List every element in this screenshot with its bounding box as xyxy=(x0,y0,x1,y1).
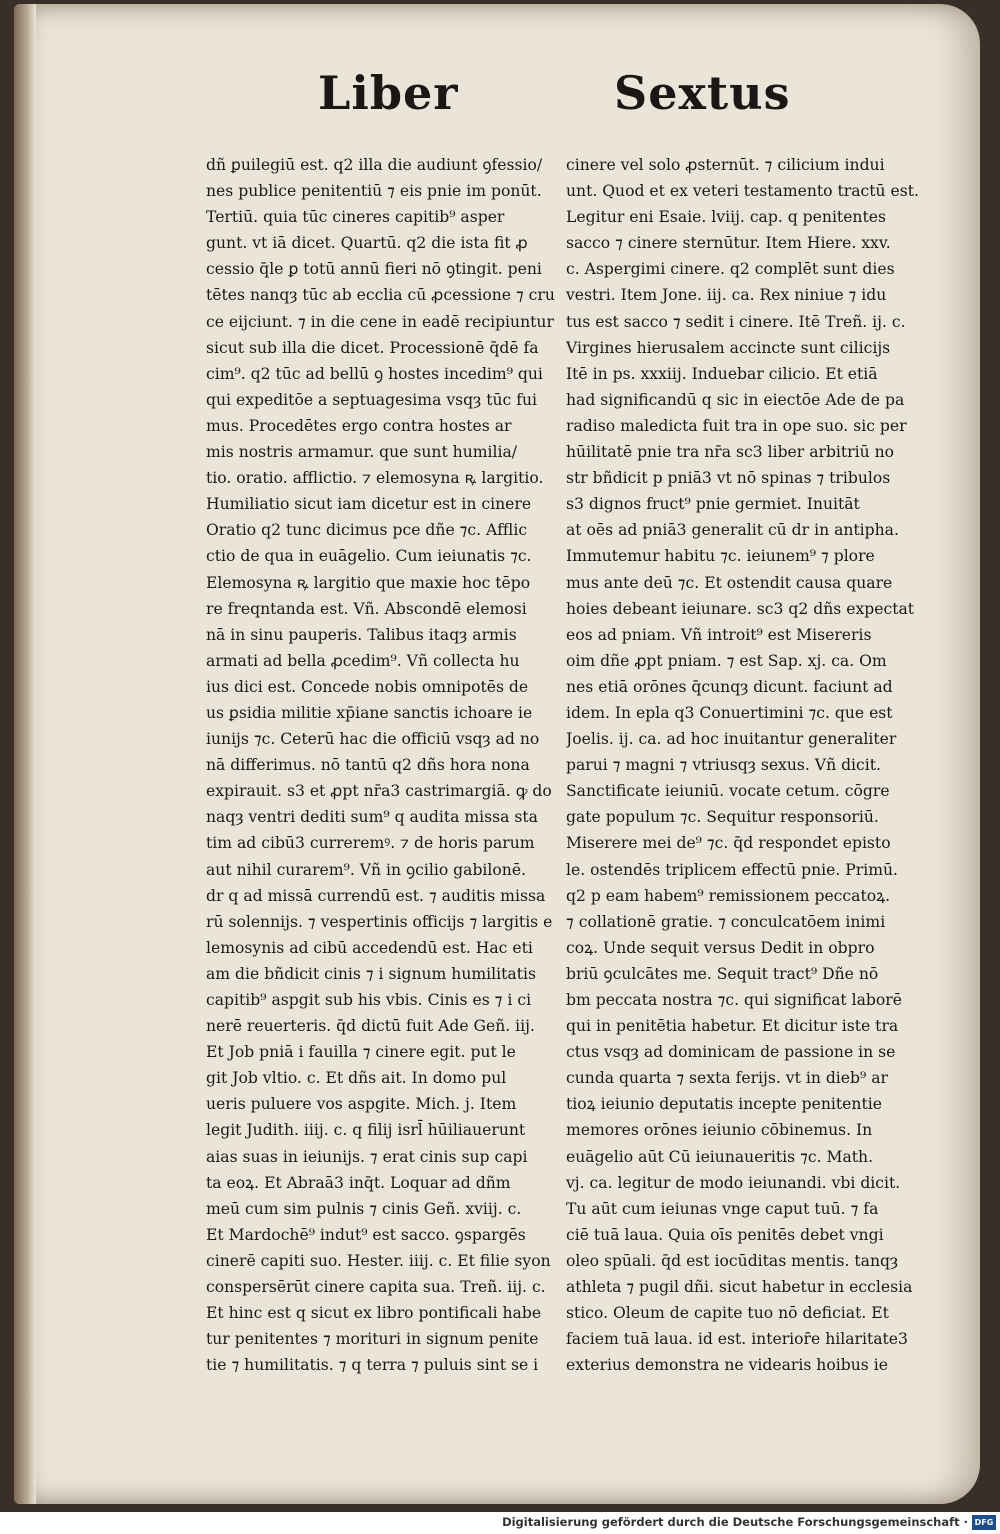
text-line: mus. Procedētes ergo contra hostes ar xyxy=(206,416,512,435)
text-line: nā differimus. nō tantū q2 dñs hora nona xyxy=(206,756,530,775)
text-line: ce eijciunt. ⁊ in die cene in eadē recipiuntur xyxy=(206,312,554,331)
text-line: Et Mardochē⁹ indut⁹ est sacco. ꝯspargēs xyxy=(206,1225,526,1244)
text-line: lemosynis ad cibū accedendū est. Hac eti xyxy=(206,938,533,957)
text-line: cim⁹. q2 tūc ad bellū ꝯ hostes incedim⁹ qui xyxy=(206,364,543,383)
text-line: vj. ca. legitur de modo ieiunandi. vbi dicit. xyxy=(566,1173,901,1192)
text-line: conspersērūt cinere capita sua. Treñ. iij. c. xyxy=(206,1278,546,1297)
digitization-footer xyxy=(0,1512,1000,1534)
text-line: re freqntanda est. Vñ. Abscondē elemosi xyxy=(206,599,527,618)
text-line: unt. Quod et ex veteri testamento tractū est. xyxy=(566,182,919,201)
text-line: qui in penitētia habetur. Et dicitur iste tra xyxy=(566,1017,899,1036)
text-line: Tertiū. quia tūc cineres capitib⁹ asper xyxy=(206,208,505,227)
text-line: ciē tuā laua. Quia oīs penitēs debet vngi xyxy=(566,1225,884,1244)
text-line: expirauit. s3 et ꝓpt nr̄a3 castrimargiā. ꝙ do xyxy=(206,782,552,801)
text-line: euāgelio aūt Cū ieiunaueritis ⁊c. Math. xyxy=(566,1147,874,1166)
text-line: s3 dignos fruct⁹ pnie germiet. Inuitāt xyxy=(566,495,860,514)
text-line: ueris puluere vos aspgite. Mich. j. Item xyxy=(206,1095,517,1114)
text-line: memores orōnes ieiunio cōbinemus. In xyxy=(566,1121,873,1140)
text-line: stico. Oleum de capite tuo nō deficiat. Et xyxy=(566,1304,889,1323)
text-line: tio. oratio. afflictio. ⁊ elemosyna ꝶ largitio. xyxy=(206,469,544,488)
text-line: gunt. vt iā dicet. Quartū. q2 die ista fit ꝓ xyxy=(206,234,528,253)
text-line: gate populum ⁊c. Sequitur responsoriū. xyxy=(566,808,879,827)
text-line: naqȝ ventri dediti sum⁹ q audita missa sta xyxy=(206,808,538,827)
text-column-left xyxy=(206,152,558,1378)
text-line: briū ꝯculcātes me. Sequit tract⁹ Dñe nō xyxy=(566,964,879,983)
text-line: bm peccata nostra ⁊c. qui significat laborē xyxy=(566,991,902,1009)
text-line: qui expeditōe a septuagesima vsqȝ tūc fui xyxy=(206,390,538,409)
text-line: iunijs ⁊c. Ceterū hac die officiū vsqȝ ad no xyxy=(206,730,540,749)
text-line: Tu aūt cum ieiunas vnge caput tuū. ⁊ fa xyxy=(566,1199,879,1218)
text-line: aut nihil curarem⁹. Vñ in ꝯcilio gabilonē. xyxy=(206,860,527,879)
text-line: cunda quarta ⁊ sexta ferijs. vt in dieb⁹ ar xyxy=(566,1069,888,1088)
text-line: rū solennijs. ⁊ vespertinis officijs ⁊ largitis e xyxy=(206,912,553,931)
text-line: ta eoꝝ. Et Abraā3 inq̄t. Loquar ad dñm xyxy=(206,1173,511,1192)
text-line: nerē reuerteris. q̄d dictū fuit Ade Geñ. iij. xyxy=(206,1017,535,1036)
text-line: parui ⁊ magni ⁊ vtriusqȝ sexus. Vñ dicit. xyxy=(566,756,881,775)
text-line: ctus vsqȝ ad dominicam de passione in se xyxy=(566,1043,896,1062)
text-line: str bñdicit p pniā3 vt nō spinas ⁊ tribulos xyxy=(566,469,891,488)
text-line: le. ostendēs triplicem effectū pnie. Primū. xyxy=(566,860,899,879)
text-line: Sanctificate ieiuniū. vocate cetum. cōgre xyxy=(566,782,890,801)
text-line: cessio q̄le ꝑ totū annū fieri nō ꝯtingit. peni xyxy=(206,260,542,279)
text-line: Oratio q2 tunc dicimus pce dñe ⁊c. Afflic xyxy=(206,521,528,540)
text-line: mis nostris armamur. que sunt humilia/ xyxy=(206,443,518,462)
text-line: ctio de qua in euāgelio. Cum ieiunatis ⁊c. xyxy=(206,547,532,566)
text-line: Immutemur habitu ⁊c. ieiunem⁹ ⁊ plore xyxy=(566,547,875,566)
running-head-left: Liber xyxy=(318,66,459,120)
text-line: Legitur eni Esaie. lviij. cap. q penitentes xyxy=(566,208,886,227)
text-line: nā in sinu pauperis. Talibus itaqȝ armis xyxy=(206,625,517,644)
text-line: tētes nanqȝ tūc ab ecclia cū ꝓcessione ⁊ cru xyxy=(206,286,555,305)
text-line: eos ad pniam. Vñ introit⁹ est Misereris xyxy=(566,625,872,644)
text-line: nes etiā orōnes q̄cunqȝ dicunt. faciunt ad xyxy=(566,677,893,696)
text-line: legit Judith. iiij. c. q filij isrl̄ hūiliauerunt xyxy=(206,1121,526,1140)
text-line: hūilitatē pnie tra nr̄a sc3 liber arbitriū no xyxy=(566,443,895,462)
text-line: athleta ⁊ pugil dñi. sicut habetur in ecclesia xyxy=(566,1278,913,1297)
text-line: capitib⁹ aspgit sub his vbis. Cinis es ⁊ i ci xyxy=(206,991,532,1009)
text-line: tim ad cibū3 curreremꝰ. ⁊ de horis parum xyxy=(206,834,535,853)
text-line: sacco ⁊ cinere sternūtur. Item Hiere. xxv. xyxy=(566,234,891,253)
text-line: oim dñe ꝓpt pniam. ⁊ est Sap. xj. ca. Om xyxy=(566,651,887,670)
text-line: Miserere mei de⁹ ⁊c. q̄d respondet episto xyxy=(566,834,891,853)
text-line: nes publice penitentiū ⁊ eis pnie im ponūt. xyxy=(206,182,542,201)
text-line: tus est sacco ⁊ sedit i cinere. Itē Treñ. ij. c. xyxy=(566,312,906,331)
text-line: Virgines hierusalem accincte sunt cilicijs xyxy=(566,338,891,357)
text-line: tie ⁊ humilitatis. ⁊ q terra ⁊ puluis sint se i xyxy=(206,1356,539,1375)
text-line: mus ante deū ⁊c. Et ostendit causa quare xyxy=(566,573,893,592)
text-line: coꝝ. Unde sequit versus Dedit in obpro xyxy=(566,938,875,957)
text-line: hoies debeant ieiunare. sc3 q2 dñs expectat xyxy=(566,599,915,618)
text-line: q2 p eam habem⁹ remissionem peccatoꝝ. xyxy=(566,886,891,905)
text-line: cinere vel solo ꝓsternūt. ⁊ cilicium indui xyxy=(566,156,885,174)
text-line: oleo spūali. q̄d est iocūditas mentis. tanqȝ xyxy=(566,1251,899,1270)
text-line: Humiliatio sicut iam dicetur est in cinere xyxy=(206,495,532,514)
text-line: radiso maledicta fuit tra in ope suo. sic per xyxy=(566,416,907,435)
text-line: dñ ꝑuilegiū est. q2 illa die audiunt ꝯfessio/ xyxy=(206,156,543,174)
text-line: Joelis. ij. ca. ad hoc inuitantur generaliter xyxy=(566,730,897,749)
text-line: c. Aspergimi cinere. q2 complēt sunt dies xyxy=(566,260,895,279)
text-line: Elemosyna ꝶ largitio que maxie hoc tēpo xyxy=(206,573,531,592)
text-line: faciem tuā laua. id est. interior̄e hilaritate3 xyxy=(566,1330,908,1349)
text-line: idem. In epla q3 Conuertimini ⁊c. que est xyxy=(566,703,893,722)
text-line: us ꝑsidia militie xp̄iane sanctis ichoare ie xyxy=(206,703,533,722)
text-line: Et Job pniā i fauilla ⁊ cinere egit. put le xyxy=(206,1043,516,1062)
text-line: cinerē capiti suo. Hester. iiij. c. Et filie syon xyxy=(206,1251,551,1270)
text-line: tur penitentes ⁊ morituri in signum penite xyxy=(206,1330,539,1349)
text-line: had significandū q sic in eiectōe Ade de pa xyxy=(566,390,905,409)
text-line: dr q ad missā currendū est. ⁊ auditis missa xyxy=(206,886,546,905)
text-line: tioꝝ ieiunio deputatis incepte penitentie xyxy=(566,1095,882,1114)
text-line: armati ad bella ꝓcedim⁹. Vñ collecta hu xyxy=(206,651,520,670)
text-line: Et hinc est q sicut ex libro pontificali habe xyxy=(206,1304,542,1323)
text-line: vestri. Item Jone. iij. ca. Rex niniue ⁊ idu xyxy=(566,286,887,305)
text-line: aias suas in ieiunijs. ⁊ erat cinis sup capi xyxy=(206,1147,528,1166)
text-line: ⁊ collationē gratie. ⁊ conculcatōem inimi xyxy=(566,912,886,931)
text-line: sicut sub illa die dicet. Processionē q̄dē fa xyxy=(206,338,539,357)
dfg-logo-icon: DFG xyxy=(972,1515,996,1530)
text-line: exterius demonstra ne videaris hoibus ie xyxy=(566,1356,888,1375)
page-gutter xyxy=(14,4,36,1504)
footer-credit: Digitalisierung gefördert durch die Deutsche Forschungsgemeinschaft · xyxy=(502,1515,968,1529)
text-line: am die bñdicit cinis ⁊ i signum humilitatis xyxy=(206,964,536,983)
text-line: git Job vltio. c. Et dñs ait. In domo pul xyxy=(206,1069,507,1088)
text-line: ius dici est. Concede nobis omnipotēs de xyxy=(206,677,529,696)
running-head-right: Sextus xyxy=(614,66,791,120)
text-line: meū cum sim pulnis ⁊ cinis Geñ. xviij. c. xyxy=(206,1199,522,1218)
text-line: at oēs ad pniā3 generalit cū dr in antipha. xyxy=(566,521,899,540)
text-line: Itē in ps. xxxiij. Induebar cilicio. Et etiā xyxy=(566,364,878,383)
text-column-right xyxy=(566,152,932,1378)
